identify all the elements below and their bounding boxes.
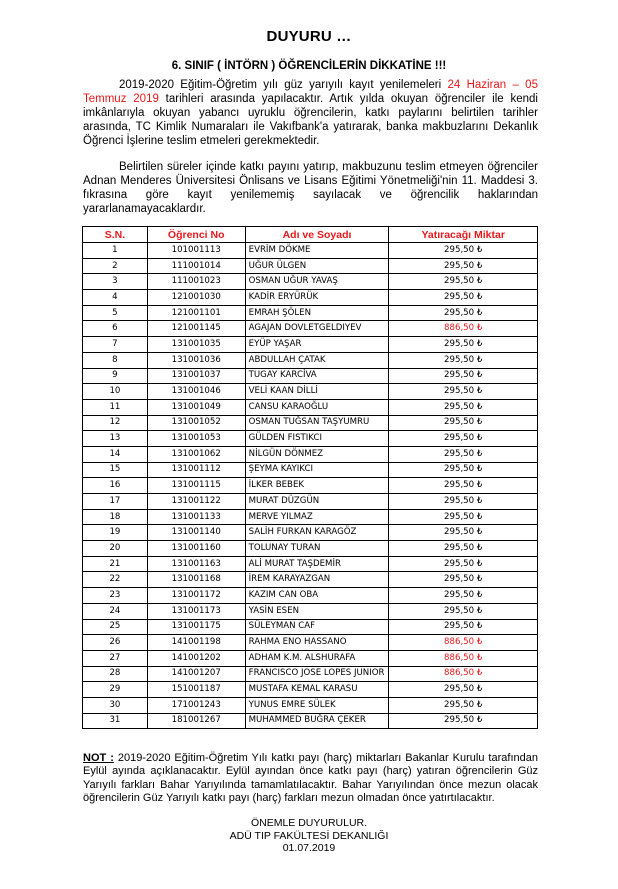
cell-sn: 22	[83, 572, 148, 588]
cell-sn: 5	[83, 305, 148, 321]
cell-name: İLKER BEBEK	[245, 478, 389, 494]
cell-student-no: 121001030	[147, 290, 245, 306]
table-header-row	[83, 227, 538, 243]
table-row	[83, 635, 538, 651]
amount-value: 295,50 ₺	[444, 542, 483, 553]
table-row	[83, 352, 538, 368]
cell-sn: 25	[83, 619, 148, 635]
cell-student-no: 151001187	[147, 682, 245, 698]
cell-student-no: 131001037	[147, 368, 245, 384]
cell-student-no: 131001173	[147, 603, 245, 619]
header-sn: S.N.	[83, 227, 148, 243]
cell-student-no: 101001113	[147, 243, 245, 259]
cell-student-no: 141001202	[147, 650, 245, 666]
registration-dates: 24 Haziran – 05 Temmuz 2019	[83, 79, 538, 105]
cell-amount	[389, 321, 538, 337]
cell-sn: 2	[83, 258, 148, 274]
cell-name: OSMAN UĞUR YAVAŞ	[245, 274, 389, 290]
cell-amount	[389, 368, 538, 384]
cell-name: ALİ MURAT TAŞDEMİR	[245, 556, 389, 572]
cell-sn: 6	[83, 321, 148, 337]
amount-value: 295,50 ₺	[444, 244, 483, 255]
amount-value: 886,50 ₺	[444, 652, 483, 663]
cell-amount	[389, 619, 538, 635]
cell-amount	[389, 713, 538, 729]
table-row	[83, 478, 538, 494]
cell-amount	[389, 274, 538, 290]
cell-sn: 21	[83, 556, 148, 572]
table-row	[83, 446, 538, 462]
amount-value: 295,50 ₺	[444, 684, 483, 695]
cell-student-no: 131001168	[147, 572, 245, 588]
cell-sn: 13	[83, 431, 148, 447]
table-row	[83, 321, 538, 337]
amount-value: 295,50 ₺	[444, 558, 483, 569]
penalty-paragraph	[83, 160, 538, 216]
cell-sn: 8	[83, 352, 148, 368]
cell-sn: 18	[83, 509, 148, 525]
footer-date: 01.07.2019	[282, 842, 336, 854]
cell-amount	[389, 697, 538, 713]
amount-value: 295,50 ₺	[444, 338, 483, 349]
cell-student-no: 131001175	[147, 619, 245, 635]
cell-student-no: 131001172	[147, 588, 245, 604]
amount-value: 295,50 ₺	[444, 354, 483, 365]
cell-name: EMRAH ŞÖLEN	[245, 305, 389, 321]
cell-amount	[389, 509, 538, 525]
amount-value: 295,50 ₺	[444, 448, 483, 459]
cell-student-no: 121001145	[147, 321, 245, 337]
cell-name: ŞEYMA KAYIKCI	[245, 462, 389, 478]
cell-amount	[389, 337, 538, 353]
amount-value: 295,50 ₺	[444, 370, 483, 381]
cell-sn: 7	[83, 337, 148, 353]
cell-name: YASİN ESEN	[245, 603, 389, 619]
cell-amount	[389, 258, 538, 274]
table-row	[83, 384, 538, 400]
cell-amount	[389, 556, 538, 572]
cell-name: GÜLDEN FISTIKCI	[245, 431, 389, 447]
amount-value: 886,50 ₺	[444, 668, 483, 679]
cell-sn: 11	[83, 399, 148, 415]
cell-amount	[389, 290, 538, 306]
cell-name: SÜLEYMAN CAF	[245, 619, 389, 635]
table-row	[83, 619, 538, 635]
cell-name: EVRİM DÖKME	[245, 243, 389, 259]
cell-sn: 19	[83, 525, 148, 541]
cell-student-no: 141001198	[147, 635, 245, 651]
cell-sn: 31	[83, 713, 148, 729]
cell-student-no: 131001160	[147, 541, 245, 557]
cell-student-no: 141001207	[147, 666, 245, 682]
amount-value: 295,50 ₺	[444, 417, 483, 428]
cell-sn: 27	[83, 650, 148, 666]
cell-sn: 30	[83, 697, 148, 713]
table-row	[83, 274, 538, 290]
table-row	[83, 509, 538, 525]
cell-student-no: 111001014	[147, 258, 245, 274]
table-body	[83, 243, 538, 729]
cell-sn: 29	[83, 682, 148, 698]
cell-student-no: 131001052	[147, 415, 245, 431]
table-row	[83, 682, 538, 698]
header-name: Adı ve Soyadı	[245, 227, 389, 243]
cell-amount	[389, 305, 538, 321]
table-row	[83, 368, 538, 384]
announcement-subtitle: 6. SINIF ( İNTÖRN ) ÖĞRENCİLERİN DİKKATİNE !!!	[171, 60, 447, 72]
cell-amount	[389, 650, 538, 666]
cell-student-no: 131001035	[147, 337, 245, 353]
cell-student-no: 131001053	[147, 431, 245, 447]
note-paragraph	[83, 752, 538, 805]
cell-name: MUSTAFA KEMAL KARASU	[245, 682, 389, 698]
table-row	[83, 399, 538, 415]
registration-paragraph	[83, 78, 538, 148]
cell-student-no: 131001140	[147, 525, 245, 541]
amount-value: 295,50 ₺	[444, 433, 483, 444]
cell-sn: 4	[83, 290, 148, 306]
cell-name: EYÜP YAŞAR	[245, 337, 389, 353]
amount-value: 295,50 ₺	[444, 307, 483, 318]
cell-student-no: 131001112	[147, 462, 245, 478]
cell-amount	[389, 541, 538, 557]
cell-amount	[389, 384, 538, 400]
note-text: 2019-2020 Eğitim-Öğretim Yılı katkı payı (harç) miktarları Bakanlar Kurulu tarafından Eylül ayında açıklanacaktır. Eylül ayından önce katkı payı (harç) yatıran öğrencilerin Güz Yarıyılı farkları Bahar Yarıyılında tamamlatılacaktır. Bahar Yarıyılından önce mezun olacak öğrencilerin Güz Yarıyılı katkı payı (harç) farkları mezun olmadan önce yatırtılacaktır.	[83, 752, 538, 804]
amount-value: 295,50 ₺	[444, 511, 483, 522]
amount-value: 295,50 ₺	[444, 401, 483, 412]
table-row	[83, 556, 538, 572]
cell-student-no: 131001115	[147, 478, 245, 494]
cell-name: AGAJAN DOVLETGELDIYEV	[245, 321, 389, 337]
cell-name: ADHAM K.M. ALSHURAFA	[245, 650, 389, 666]
cell-name: FRANCISCO JOSE LOPES JUNIOR	[245, 666, 389, 682]
table-row	[83, 462, 538, 478]
cell-student-no: 131001046	[147, 384, 245, 400]
table-row	[83, 525, 538, 541]
cell-name: İREM KARAYAZGAN	[245, 572, 389, 588]
table-row	[83, 603, 538, 619]
cell-sn: 9	[83, 368, 148, 384]
cell-amount	[389, 352, 538, 368]
table-row	[83, 337, 538, 353]
cell-amount	[389, 446, 538, 462]
cell-student-no: 131001122	[147, 494, 245, 510]
cell-name: NİLGÜN DÖNMEZ	[245, 446, 389, 462]
header-student-no: Öğrenci No	[147, 227, 245, 243]
amount-value: 295,50 ₺	[444, 291, 483, 302]
cell-amount	[389, 243, 538, 259]
amount-value: 295,50 ₺	[444, 480, 483, 491]
amount-value: 295,50 ₺	[444, 574, 483, 585]
cell-amount	[389, 494, 538, 510]
cell-amount	[389, 478, 538, 494]
cell-sn: 16	[83, 478, 148, 494]
table-row	[83, 713, 538, 729]
cell-amount	[389, 431, 538, 447]
amount-value: 295,50 ₺	[444, 605, 483, 616]
cell-amount	[389, 666, 538, 682]
announcement-title: DUYURU …	[266, 28, 352, 45]
table-row	[83, 541, 538, 557]
student-fee-table	[82, 226, 538, 729]
amount-value: 295,50 ₺	[444, 464, 483, 475]
amount-value: 295,50 ₺	[444, 699, 483, 710]
table-row	[83, 494, 538, 510]
cell-name: MURAT DÜZGÜN	[245, 494, 389, 510]
cell-student-no: 131001133	[147, 509, 245, 525]
cell-name: UĞUR ÜLGEN	[245, 258, 389, 274]
amount-value: 295,50 ₺	[444, 621, 483, 632]
cell-student-no: 131001062	[147, 446, 245, 462]
cell-name: TOLUNAY TURAN	[245, 541, 389, 557]
footer-line2: ADÜ TIP FAKÜLTESİ DEKANLIĞI	[229, 829, 389, 842]
table-row	[83, 305, 538, 321]
cell-name: CANSU KARAOĞLU	[245, 399, 389, 415]
cell-student-no: 111001023	[147, 274, 245, 290]
table-row	[83, 290, 538, 306]
amount-value: 295,50 ₺	[444, 386, 483, 397]
cell-student-no: 181001267	[147, 713, 245, 729]
cell-amount	[389, 603, 538, 619]
cell-sn: 24	[83, 603, 148, 619]
amount-value: 886,50 ₺	[444, 637, 483, 648]
table-row	[83, 431, 538, 447]
note-label: NOT :	[83, 752, 114, 764]
table-row	[83, 572, 538, 588]
cell-student-no: 171001243	[147, 697, 245, 713]
table-row	[83, 243, 538, 259]
paragraph2-text: Belirtilen süreler içinde katkı payını yatırıp, makbuzunu teslim etmeyen öğrenciler Adnan Menderes Üniversitesi Önlisans ve Lisans Eğitimi Yönetmeliği'nin 11. Maddesi 3. fıkrasına göre kayıt yenilememiş sayılacak ve öğrencilik haklarından yararlanamayacaklardır.	[83, 161, 538, 215]
amount-value: 886,50 ₺	[444, 323, 483, 334]
cell-sn: 3	[83, 274, 148, 290]
table-row	[83, 258, 538, 274]
cell-sn: 28	[83, 666, 148, 682]
amount-value: 295,50 ₺	[444, 276, 483, 287]
footer-signature	[0, 817, 618, 855]
cell-amount	[389, 588, 538, 604]
cell-amount	[389, 525, 538, 541]
amount-value: 295,50 ₺	[444, 260, 483, 271]
cell-sn: 17	[83, 494, 148, 510]
cell-amount	[389, 399, 538, 415]
cell-name: SALİH FURKAN KARAGÖZ	[245, 525, 389, 541]
cell-student-no: 131001049	[147, 399, 245, 415]
amount-value: 295,50 ₺	[444, 527, 483, 538]
table-row	[83, 697, 538, 713]
header-amount: Yatıracağı Miktar	[389, 227, 538, 243]
cell-name: ABDULLAH ÇATAK	[245, 352, 389, 368]
cell-name: KAZIM CAN OBA	[245, 588, 389, 604]
table-row	[83, 666, 538, 682]
cell-name: TUGAY KARCİVA	[245, 368, 389, 384]
cell-amount	[389, 682, 538, 698]
cell-sn: 20	[83, 541, 148, 557]
amount-value: 295,50 ₺	[444, 715, 483, 726]
cell-amount	[389, 415, 538, 431]
cell-sn: 15	[83, 462, 148, 478]
cell-name: YUNUS EMRE SÜLEK	[245, 697, 389, 713]
table-row	[83, 415, 538, 431]
cell-student-no: 121001101	[147, 305, 245, 321]
paragraph1-after: tarihleri arasında yapılacaktır. Artık yılda okuyan öğrenciler ile kendi imkânlarıyla okuyan yabancı uyruklu öğrencilerin, katkı paylarını belirtilen tarihler arasında, TC Kimlik Numaraları ile Vakıfbank'a yatırarak, banka makbuzlarını Dekanlık Öğrenci İşlerine teslim etmeleri gerekmektedir.	[83, 93, 538, 147]
cell-sn: 10	[83, 384, 148, 400]
cell-name: RAHMA ENO HASSANO	[245, 635, 389, 651]
cell-name: KADİR ERYÜRÜK	[245, 290, 389, 306]
cell-student-no: 131001036	[147, 352, 245, 368]
amount-value: 295,50 ₺	[444, 589, 483, 600]
cell-sn: 1	[83, 243, 148, 259]
paragraph1-before: 2019-2020 Eğitim-Öğretim yılı güz yarıyılı kayıt yenilemeleri	[119, 79, 448, 91]
footer-line1: ÖNEMLE DUYURULUR.	[250, 817, 368, 829]
cell-student-no: 131001163	[147, 556, 245, 572]
amount-value: 295,50 ₺	[444, 495, 483, 506]
cell-name: OSMAN TUĞSAN TAŞYUMRU	[245, 415, 389, 431]
cell-sn: 12	[83, 415, 148, 431]
cell-amount	[389, 572, 538, 588]
cell-name: MERVE YILMAZ	[245, 509, 389, 525]
cell-name: VELİ KAAN DİLLİ	[245, 384, 389, 400]
table-row	[83, 588, 538, 604]
cell-sn: 14	[83, 446, 148, 462]
cell-name: MUHAMMED BUĞRA ÇEKER	[245, 713, 389, 729]
cell-sn: 26	[83, 635, 148, 651]
cell-amount	[389, 635, 538, 651]
cell-sn: 23	[83, 588, 148, 604]
cell-amount	[389, 462, 538, 478]
table-row	[83, 650, 538, 666]
